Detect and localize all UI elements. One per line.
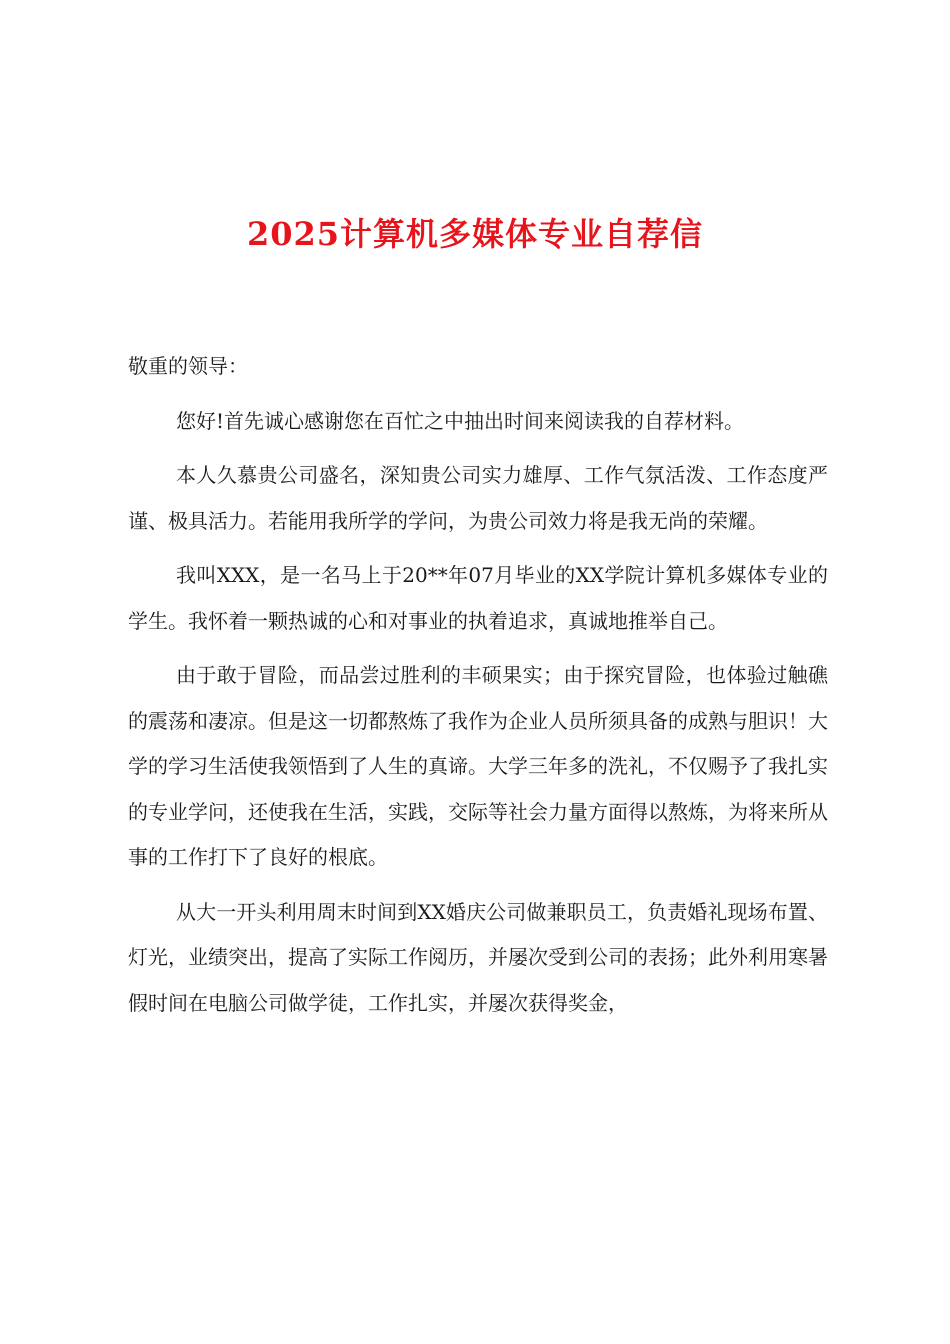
- paragraph-company-admiration: 本人久慕贵公司盛名，深知贵公司实力雄厚、工作气氛活泼、工作态度严谨、极具活力。若能用我所学的学问，为贵公司效力将是我无尚的荣耀。: [128, 463, 828, 533]
- salutation: 敬重的领导：: [128, 354, 248, 378]
- letter-body: [128, 344, 828, 1035]
- paragraph-greeting: 您好!首先诚心感谢您在百忙之中抽出时间来阅读我的自荐材料。: [176, 408, 745, 433]
- paragraph-university-experience: 由于敢于冒险，而品尝过胜利的丰硕果实；由于探究冒险，也体验过触礁的震荡和凄凉。但是这一切都熬炼了我作为企业人员所须具备的成熟与胆识！大学的学习生活使我领悟到了人生的真谛。大学三年多的洗礼，不仅赐予了我扎实的专业学问，还使我在生活，实践，交际等社会力量方面得以熬炼，为将来所从事的工作打下了良好的根底。: [128, 663, 828, 869]
- paragraph-self-introduction: 我叫XXX，是一名马上于20**年07月毕业的XX学院计算机多媒体专业的学生。我怀着一颗热诚的心和对事业的执着追求，真诚地推举自己。: [128, 563, 828, 633]
- document-title: 2025计算机多媒体专业自荐信: [246, 215, 704, 253]
- paragraph-work-experience: 从大一开头利用周末时间到XX婚庆公司做兼职员工，负责婚礼现场布置、灯光，业绩突出，提高了实际工作阅历，并屡次受到公司的表扬；此外利用寒暑假时间在电脑公司做学徒，工作扎实，并屡次获得奖金，: [128, 899, 828, 1015]
